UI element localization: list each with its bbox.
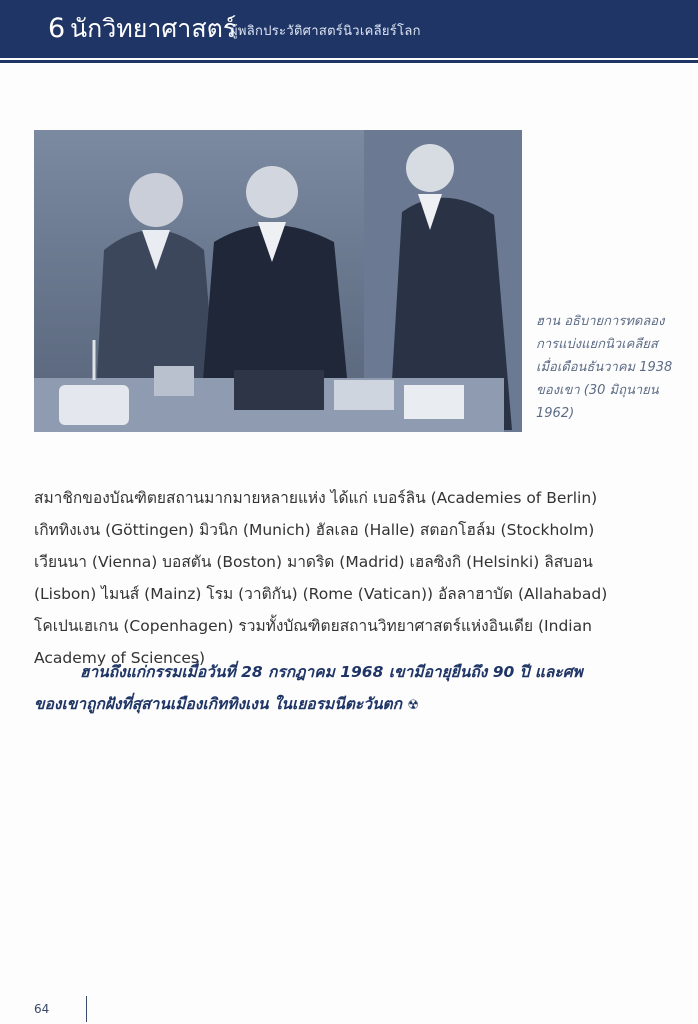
header-divider [0, 60, 698, 63]
radiation-icon: ☢ [407, 698, 420, 713]
closing-line-2 [34, 688, 684, 722]
caption-line: ฮาน อธิบายการทดลอง [536, 314, 665, 329]
chapter-subtitle: ผู้พลิกประวัติศาสตร์นิวเคลียร์โลก [230, 24, 421, 39]
chapter-header-bar [0, 0, 698, 58]
body-line: สมาชิกของบัณฑิตยสถานมากมายหลายแห่ง ได้แก่ เบอร์ลิน (Academies of Berlin) [34, 489, 598, 507]
body-line: เวียนนา (Vienna) บอสตัน (Boston) มาดริด (Madrid) เฮลซิงกิ (Helsinki) ลิสบอน [34, 553, 593, 571]
historical-photo [34, 130, 522, 432]
body-paragraph [34, 482, 674, 674]
chapter-number: 6 [48, 13, 66, 44]
caption-line: การแบ่งแยกนิวเคลียส [536, 337, 658, 352]
closing-line: ฮานถึงแก่กรรมเมื่อวันที่ 28 กรกฎาคม 1968 เขามีอายุยืนถึง 90 ปี และศพ [80, 663, 583, 681]
footer-divider [86, 996, 87, 1022]
chapter-title: นักวิทยาศาสตร์ [70, 14, 237, 43]
closing-line: ของเขาถูกฝังที่สุสานเมืองเกิททิงเงน ในเยอรมนีตะวันตก [34, 695, 402, 713]
caption-line: 1962) [536, 406, 575, 421]
page-number: 64 [34, 1002, 50, 1016]
caption-line: ของเขา (30 มิถุนายน [536, 383, 659, 398]
body-line: โคเปนเฮเกน (Copenhagen) รวมทั้งบัณฑิตยสถานวิทยาศาสตร์แห่งอินเดีย (Indian [34, 617, 592, 635]
closing-paragraph [34, 656, 684, 722]
caption-line: เมื่อเดือนธันวาคม 1938 [536, 360, 673, 375]
body-line: เกิททิงเงน (Göttingen) มิวนิก (Munich) ฮัลเลอ (Halle) สตอกโฮล์ม (Stockholm) [34, 521, 595, 539]
photo-icon [34, 130, 522, 432]
body-line: (Lisbon) ไมนส์ (Mainz) โรม (วาติกัน) (Rome (Vatican)) อัลลาฮาบัด (Allahabad) [34, 585, 608, 603]
body-line: Academy of Sciences) [34, 649, 205, 667]
photo-caption [536, 310, 696, 425]
